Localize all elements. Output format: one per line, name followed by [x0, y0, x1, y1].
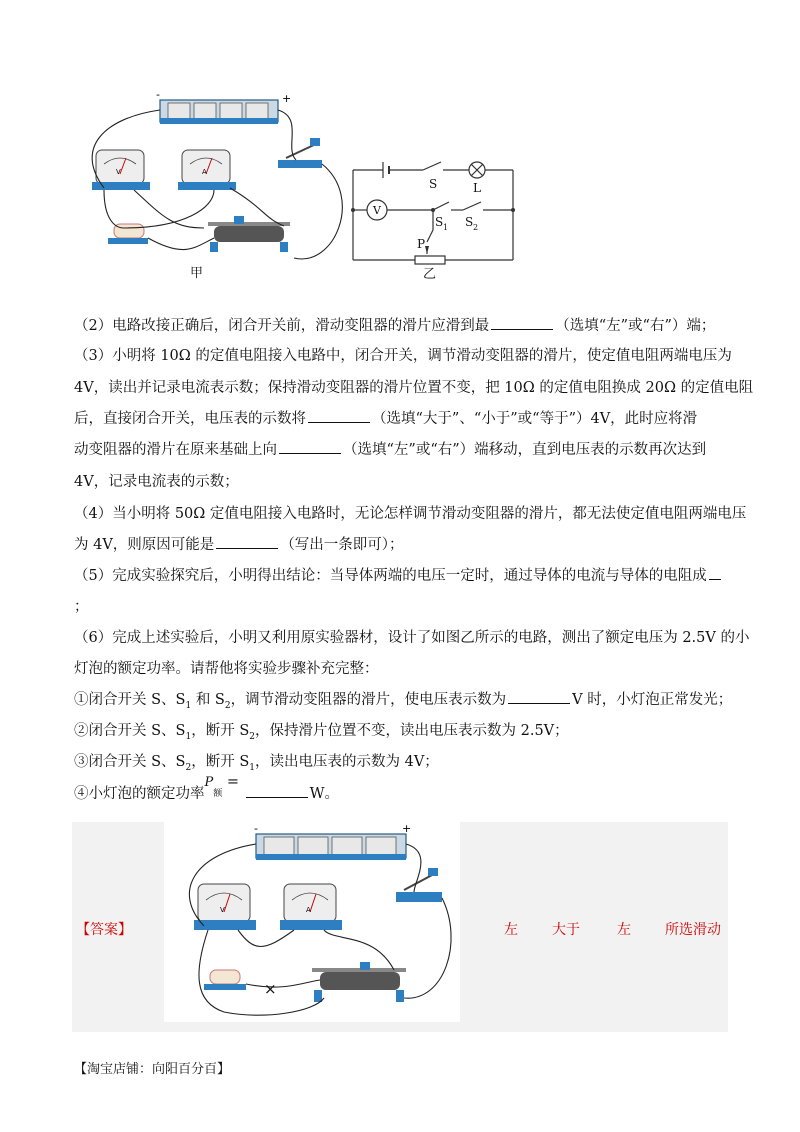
question-5-line-1: [74, 566, 723, 586]
step-1: [74, 690, 732, 716]
q3-l3-text-b: （选填“大于”、“小于”或“等于”）4V，此时应将滑: [372, 411, 698, 427]
q4-l2-text-a: 为 4V，则原因可能是: [74, 537, 215, 553]
answer-tag: 【答案】: [76, 922, 132, 938]
question-2: [74, 316, 715, 336]
yi-voltmeter-label: V: [373, 204, 381, 217]
step3-text-a: ③闭合开关 S、S: [74, 754, 186, 770]
cross-mark-icon: ×: [264, 980, 277, 998]
answer-blank[interactable]: [308, 410, 370, 423]
step1-text-c: ，调节滑动变阻器的滑片，使电压表示数为: [230, 692, 507, 708]
step2-text-b: ，断开 S: [191, 723, 250, 739]
equals-sign: =: [222, 774, 244, 790]
answer-ammeter-label: A: [306, 906, 311, 914]
q3-l3-text-a: 后，直接闭合开关，电压表的示数将: [74, 411, 306, 427]
answer-value-2: 大于: [552, 922, 580, 938]
step2-sub-1: 1: [185, 731, 192, 742]
question-3-line-5: 4V，记录电流表的示数；: [74, 474, 239, 490]
question-3-line-2: 4V，读出并记录电流表示数；保持滑动变阻器的滑片位置不变，把 10Ω 的定值电阻换成 20Ω 的定值电阻: [74, 380, 754, 396]
yi-switch-s1-sub: 1: [443, 223, 449, 232]
answer-blank[interactable]: [491, 317, 553, 330]
circuit-figure-jia: [64, 88, 354, 283]
question-4-line-1: （4）当小明将 50Ω 定值电阻接入电路时，无论怎样调节滑动变阻器的滑片，都无法使定值电阻两端电压: [74, 506, 747, 522]
power-subscript: 额: [213, 788, 223, 799]
yi-slider-p-label: P: [417, 237, 426, 251]
step2-text-c: ，保持滑片位置不变，读出电压表示数为 2.5V；: [255, 723, 569, 739]
footer-shop-note: 【淘宝店铺：向阳百分百】: [74, 1062, 231, 1077]
answer-blank[interactable]: [508, 691, 570, 704]
answer-blank[interactable]: [279, 441, 341, 454]
question-6-line-2: 灯泡的额定功率。请帮他将实验步骤补充完整：: [74, 661, 379, 677]
figure-yi-label: 乙: [423, 267, 437, 282]
step3-sub-2: 1: [249, 762, 255, 773]
step3-sub-1: 2: [185, 762, 192, 773]
step3-text-b: ，断开 S: [191, 754, 250, 770]
step4-text-b: W。: [309, 786, 340, 802]
question-5-line-2: ；: [74, 599, 89, 615]
step1-sub-2: 2: [224, 700, 231, 711]
step1-text-b: 和 S: [191, 692, 225, 708]
question-3-line-1: （3）小明将 10Ω 的定值电阻接入电路中，闭合开关，调节滑动变阻器的滑片，使定值电阻两端电压为: [74, 348, 732, 364]
step3-text-c: ，读出电压表的示数为 4V；: [255, 754, 439, 770]
question-4-line-2: [74, 535, 404, 555]
answer-blank[interactable]: [246, 785, 308, 798]
q4-l2-text-b: （写出一条即可）；: [280, 537, 404, 553]
battery-plus-sign: +: [282, 92, 292, 105]
q3-l4-text-a: 动变阻器的滑片在原来基础上向: [74, 442, 277, 458]
answer-circuit-figure: [164, 822, 460, 1022]
step-4: [74, 774, 340, 810]
step1-text-d: V 时，小灯泡正常发光；: [572, 692, 733, 708]
q3-l4-text-b: （选填“左”或“右”）端移动，直到电压表的示数再次达到: [343, 442, 707, 458]
battery-minus-sign: -: [156, 88, 160, 101]
circuit-figure-yi: [345, 150, 525, 280]
q2-text-a: （2）电路改接正确后，闭合开关前，滑动变阻器的滑片应滑到最: [74, 318, 490, 334]
question-3-line-4: [74, 440, 706, 460]
step-2: [74, 721, 569, 747]
answer-blank[interactable]: [216, 536, 278, 549]
yi-lamp-l-label: L: [473, 181, 481, 195]
answer-value-4: 所选滑动: [665, 922, 721, 938]
answer-battery-minus: -: [254, 822, 258, 835]
answer-battery-plus: +: [402, 822, 412, 835]
yi-switch-s2-label: S: [465, 215, 474, 229]
ammeter-label: A: [202, 168, 207, 176]
step2-sub-2: 2: [249, 731, 255, 742]
q5-text: （5）完成实验探究后，小明得出结论：当导体两端的电压一定时，通过导体的电流与导体的电阻成: [74, 568, 707, 584]
yi-switch-s1-label: S: [435, 215, 444, 229]
step1-sub-1: 1: [185, 700, 192, 711]
yi-switch-s2-sub: 2: [473, 223, 479, 232]
q2-text-b: （选填“左”或“右”）端；: [555, 318, 716, 334]
step1-text-a: ①闭合开关 S、S: [74, 692, 186, 708]
answer-value-1: 左: [504, 922, 518, 938]
step-3: [74, 752, 439, 778]
voltmeter-label: V: [116, 168, 121, 176]
step2-text-a: ②闭合开关 S、S: [74, 723, 186, 739]
question-3-line-3: [74, 409, 697, 429]
power-symbol: P: [204, 775, 214, 790]
question-6-line-1: （6）完成上述实验后，小明又利用原实验器材，设计了如图乙所示的电路，测出了额定电压为 2.5V 的小: [74, 630, 750, 646]
answer-voltmeter-label: V: [220, 906, 225, 914]
step4-text-a: ④小灯泡的额定功率: [74, 786, 205, 802]
answer-value-3: 左: [617, 922, 631, 938]
yi-switch-s-label: S: [429, 177, 438, 191]
answer-blank[interactable]: [709, 567, 721, 580]
figure-jia-label: 甲: [190, 266, 204, 281]
